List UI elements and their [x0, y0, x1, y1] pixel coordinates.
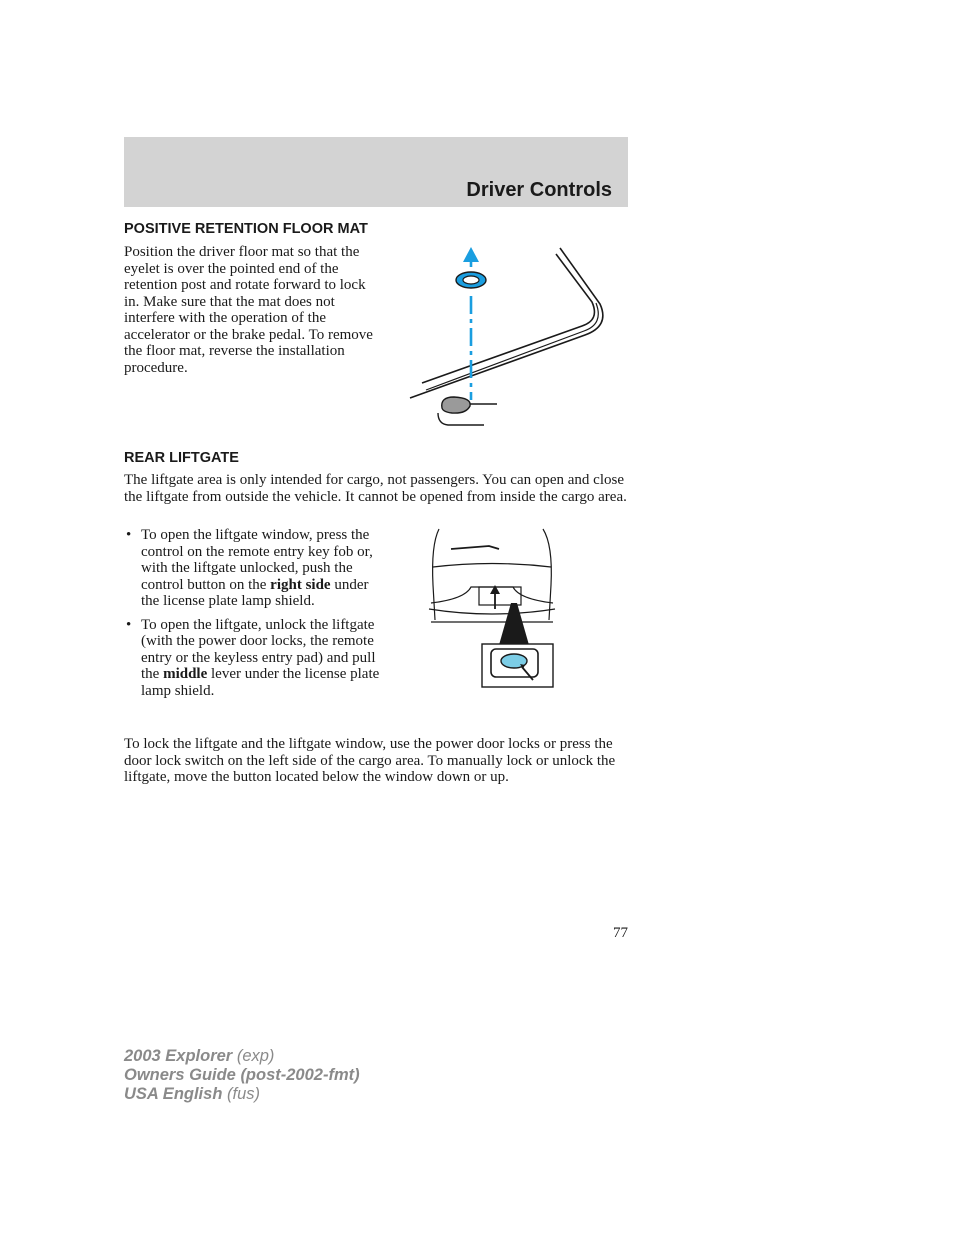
floor-mat-illustration — [400, 240, 620, 435]
liftgate-outline — [433, 529, 439, 620]
header-band — [124, 137, 628, 207]
bullet-dot-icon: • — [126, 527, 132, 543]
bullet-item-liftgate: • To open the liftgate, unlock the liftgate (with the power door locks, the remote entry or the keyless entry pad) and pull the middle lever under the license plate lamp shield. — [126, 616, 380, 699]
up-arrow-icon — [490, 585, 500, 594]
mat-edge-outer — [410, 248, 603, 398]
retention-post-icon — [442, 397, 470, 413]
liftgate-closing: To lock the liftgate and the liftgate window, use the power door locks or press the door lock switch on the left side of the cargo area. To manually lock or unlock the liftgate, move the button located below the window down or up. — [124, 736, 616, 785]
page-number: 77 — [613, 925, 628, 941]
footer-line-2: Owners Guide (post-2002-fmt) — [124, 1066, 360, 1084]
bullet-dot-icon: • — [126, 616, 132, 633]
mat-edge-inner-2 — [426, 303, 598, 390]
liftgate-illustration — [425, 525, 560, 690]
liftgate-intro: The liftgate area is only intended for cargo, not passengers. You can open and close the liftgate from outside the vehicle. It cannot be opened from inside the cargo area. — [124, 472, 627, 505]
floor-mat-body: Position the driver floor mat so that the eyelet is over the pointed end of the retention post and rotate forward to lock in. Make sure that the mat does not interfere with the operation of the accelerator or the brake pedal. To remove the floor mat, reverse the installation procedure. — [124, 244, 373, 376]
callout-pointer — [499, 603, 529, 645]
up-arrow-icon — [463, 247, 479, 262]
floor-mat-heading: POSITIVE RETENTION FLOOR MAT — [124, 221, 368, 237]
liftgate-heading: REAR LIFTGATE — [124, 450, 239, 466]
mat-edge-inner — [422, 254, 594, 383]
page-title: Driver Controls — [466, 179, 612, 201]
footer — [124, 1047, 360, 1104]
wiper-icon — [451, 546, 499, 549]
footer-line-1: 2003 Explorer (exp) — [124, 1047, 275, 1065]
liftgate-bullet-list — [124, 527, 384, 706]
footer-line-3: USA English (fus) — [124, 1085, 260, 1103]
bullet-item-window: • To open the liftgate window, press the control on the remote entry key fob or, with the liftgate unlocked, push the control button on the right side under the license plate lamp shield. — [126, 527, 373, 609]
